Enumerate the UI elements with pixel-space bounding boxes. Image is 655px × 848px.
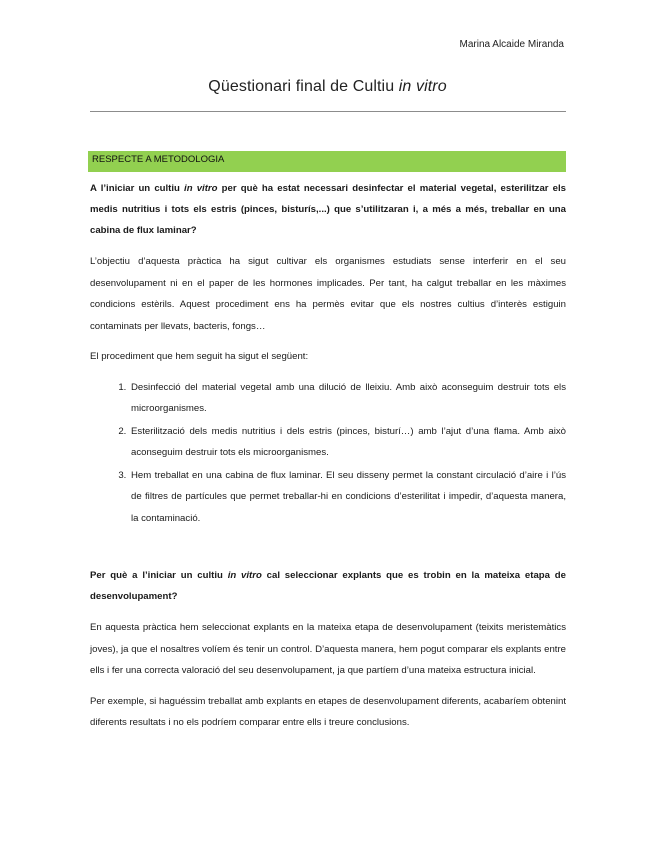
procedure-step-2: 2. Esterilització dels medis nutritius i dels estris (pinces, bisturí…) amb l’ajut d’una flama. Amb això aconseguim destruir tots els microorganismes. <box>129 421 566 464</box>
question-2-part2: cal seleccionar explants que es trobin en la mateixa etapa de desenvolupament? <box>90 570 567 602</box>
document-title <box>90 78 565 96</box>
title-divider <box>90 111 566 112</box>
question-2-part1: Per què a l’iniciar un cultiu <box>90 570 228 581</box>
question-1-part2: per què ha estat necessari desinfectar el material vegetal, esterilitzar els medis nutritius i tots els estris (pinces, bisturís,...) que s’utilitzaran i, a més a més, treballar en una cabina de flux laminar? <box>90 183 566 236</box>
procedure-step-1: 1. Desinfecció del material vegetal amb una dilució de lleixiu. Amb això aconseguim destruir tots els microorganismes. <box>129 377 566 420</box>
question-1 <box>90 178 566 241</box>
spacer <box>90 530 566 565</box>
title-italic: in vitro <box>398 78 447 95</box>
document-body <box>90 178 566 743</box>
procedure-step-3: 3. Hem treballat en una cabina de flux laminar. El seu disseny permet la constant circulació d’aire i l’ús de filtres de partícules que permet treballar-hi en condicions d’esterilitat i impedir, d’aquesta manera, la contaminació. <box>129 465 566 530</box>
procedure-list <box>90 377 566 530</box>
section-heading: RESPECTE A METODOLOGIA <box>88 151 566 172</box>
question-2 <box>90 565 566 607</box>
answer-2-paragraph-1: En aquesta pràctica hem seleccionat explants en la mateixa etapa de desenvolupament (teixits meristemàtics joves), ja que el nosaltres volíem és tenir un control. D’aquesta manera, hem pogut comparar els explants entre ells i fer una correcta valoració del seu desenvolupament, ja que partíem d’una mateixa estructura inicial. <box>90 622 566 676</box>
title-main: Qüestionari final de Cultiu <box>208 78 399 95</box>
question-2-italic: in vitro <box>227 570 262 581</box>
question-1-part1: A l’iniciar un cultiu <box>90 183 185 194</box>
answer-1-paragraph-1: L’objectiu d’aquesta pràctica ha sigut cultivar els organismes estudiats sense interferir en el seu desenvolupament ni en el paper de les hormones implicades. Per tant, ha calgut treballar en les màximes condicions estèrils. Aquest procediment ens ha permès evitar que els nostres cultius d’interès estiguin contaminats per llevats, bacteris, fongs… <box>90 256 566 332</box>
answer-2-paragraph-2: Per exemple, si haguéssim treballat amb explants en etapes de desenvolupament diferents, acabaríem obtenint diferents resultats i no els podríem comparar entre ells i treure conclusions. <box>90 695 566 728</box>
question-1-italic: in vitro <box>184 183 218 194</box>
answer-1-paragraph-2: El procediment que hem seguit ha sigut el següent: <box>90 351 309 362</box>
author-name: Marina Alcaide Miranda <box>459 39 564 50</box>
